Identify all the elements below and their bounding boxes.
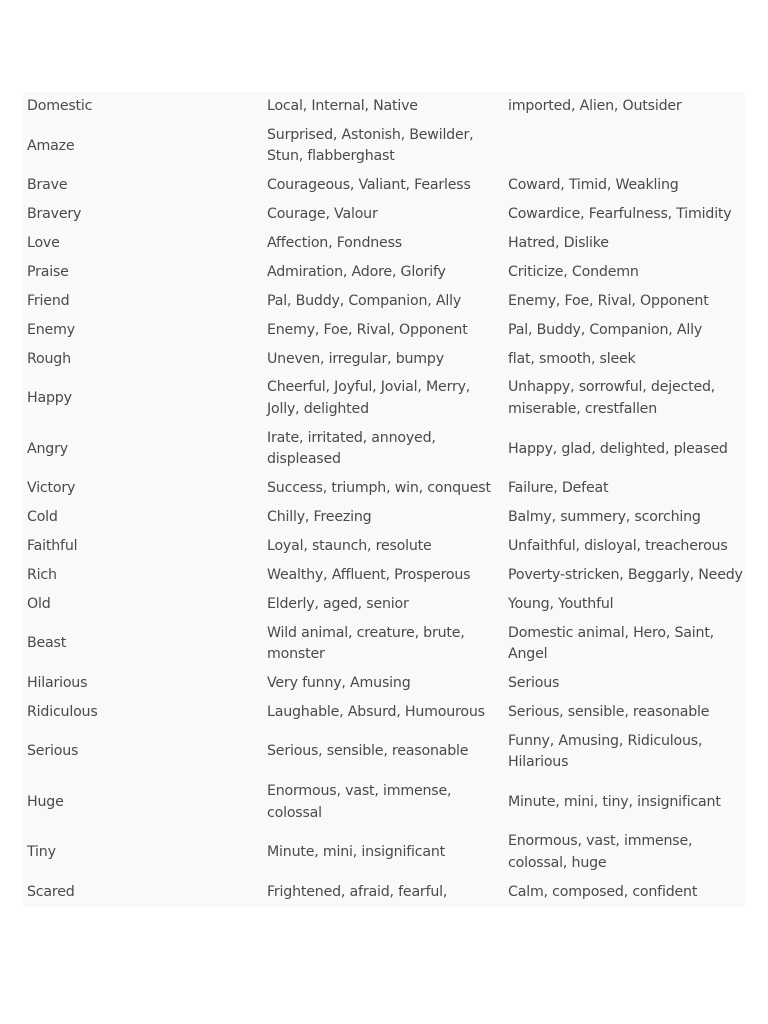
word-cell: Tiny (27, 844, 56, 861)
table-row (23, 374, 745, 424)
table-row (23, 669, 745, 698)
word-cell: Domestic (27, 98, 93, 114)
synonyms-cell: Affection, Fondness (267, 235, 402, 251)
table-row (23, 474, 745, 503)
antonyms-cell: Pal, Buddy, Companion, Ally (508, 321, 703, 338)
word-cell: Cold (27, 509, 58, 525)
synonyms-cell: Irate, irritated, annoyed, displeased (267, 429, 436, 468)
word-cell: Praise (27, 263, 69, 280)
antonyms-cell: Hatred, Dislike (508, 235, 609, 251)
antonyms-cell: Serious, sensible, reasonable (508, 703, 710, 720)
word-table-container (23, 92, 745, 907)
table-row (23, 424, 745, 474)
word-cell: Friend (27, 292, 70, 309)
word-cell: Victory (27, 480, 76, 497)
antonyms-cell (504, 121, 745, 171)
word-cell: Happy (27, 390, 72, 407)
antonyms-cell: imported, Alien, Outsider (508, 98, 682, 114)
table-row (23, 698, 745, 727)
synonyms-cell: Courage, Valour (267, 206, 378, 223)
synonyms-cell: Admiration, Adore, Glorify (267, 263, 446, 280)
table-body (23, 92, 745, 907)
synonyms-cell: Uneven, irregular, bumpy (267, 350, 444, 367)
synonyms-cell: Success, triumph, win, conquest (267, 480, 491, 497)
table-row (23, 532, 745, 561)
antonyms-cell: Enemy, Foe, Rival, Opponent (508, 292, 709, 309)
table-row (23, 121, 745, 171)
table-row (23, 777, 745, 827)
word-cell: Amaze (27, 137, 75, 154)
synonyms-cell: Minute, mini, insignificant (267, 844, 445, 861)
table-row (23, 316, 745, 345)
synonyms-cell: Pal, Buddy, Companion, Ally (267, 292, 462, 309)
table-row (23, 229, 745, 258)
word-cell: Beast (27, 635, 67, 652)
antonyms-cell: Domestic animal, Hero, Saint, Angel (508, 624, 714, 662)
word-cell: Old (27, 595, 51, 612)
antonyms-cell: Cowardice, Fearfulness, Timidity (508, 206, 732, 223)
synonyms-cell: Enormous, vast, immense, colossal (267, 783, 452, 821)
synonyms-cell: Cheerful, Joyful, Jovial, Merry, Jolly, delighted (267, 379, 471, 417)
table-row (23, 727, 745, 777)
antonyms-cell: Balmy, summery, scorching (508, 509, 701, 525)
synonyms-cell: Laughable, Absurd, Humourous (267, 703, 485, 720)
synonym-antonym-table (23, 92, 745, 907)
synonyms-cell: Wild animal, creature, brute, monster (267, 624, 465, 662)
word-cell: Scared (27, 883, 75, 900)
word-cell: Bravery (27, 206, 82, 223)
antonyms-cell: Failure, Defeat (508, 480, 609, 497)
synonyms-cell: Chilly, Freezing (267, 509, 372, 525)
table-row (23, 258, 745, 287)
table-row (23, 503, 745, 532)
antonyms-cell: Happy, glad, delighted, pleased (508, 440, 728, 457)
antonyms-cell: Unhappy, sorrowful, dejected, miserable, crestfallen (508, 379, 716, 417)
synonyms-cell: Serious, sensible, reasonable (267, 743, 469, 760)
table-row (23, 828, 745, 878)
word-cell: Ridiculous (27, 703, 98, 720)
table-row (23, 345, 745, 374)
word-cell: Faithful (27, 537, 78, 554)
table-row (23, 92, 745, 121)
synonyms-cell: Enemy, Foe, Rival, Opponent (267, 321, 468, 338)
antonyms-cell: Poverty-stricken, Beggarly, Needy (508, 566, 743, 583)
word-cell: Rich (27, 566, 57, 583)
synonyms-cell: Wealthy, Affluent, Prosperous (267, 566, 471, 583)
antonyms-cell: flat, smooth, sleek (508, 350, 636, 367)
table-row (23, 200, 745, 229)
synonyms-cell: Elderly, aged, senior (267, 595, 409, 612)
word-cell: Enemy (27, 321, 75, 338)
antonyms-cell: Serious (508, 674, 560, 691)
synonyms-cell: Frightened, afraid, fearful, (267, 883, 448, 900)
table-row (23, 172, 745, 201)
table-row (23, 878, 745, 907)
word-cell: Huge (27, 793, 64, 810)
synonyms-cell: Courageous, Valiant, Fearless (267, 177, 471, 194)
synonyms-cell: Very funny, Amusing (267, 674, 411, 691)
table-row (23, 561, 745, 590)
antonyms-cell: Enormous, vast, immense, colossal, huge (508, 833, 693, 871)
word-cell: Angry (27, 440, 68, 457)
word-cell: Love (27, 235, 60, 251)
antonyms-cell: Minute, mini, tiny, insignificant (508, 793, 721, 810)
antonyms-cell: Criticize, Condemn (508, 263, 639, 280)
antonyms-cell: Unfaithful, disloyal, treacherous (508, 537, 728, 554)
antonyms-cell: Funny, Amusing, Ridiculous, Hilarious (508, 732, 703, 771)
synonyms-cell: Surprised, Astonish, Bewilder, Stun, flabberghast (267, 126, 474, 165)
antonyms-cell: Young, Youthful (508, 595, 614, 612)
table-row (23, 590, 745, 619)
antonyms-cell: Coward, Timid, Weakling (508, 177, 679, 194)
word-cell: Serious (27, 743, 79, 760)
antonyms-cell: Calm, composed, confident (508, 883, 698, 900)
table-row (23, 287, 745, 316)
word-cell: Brave (27, 177, 68, 194)
word-cell: Hilarious (27, 674, 88, 691)
table-row (23, 619, 745, 669)
synonyms-cell: Local, Internal, Native (267, 98, 418, 114)
word-cell: Rough (27, 350, 71, 367)
synonyms-cell: Loyal, staunch, resolute (267, 537, 432, 554)
